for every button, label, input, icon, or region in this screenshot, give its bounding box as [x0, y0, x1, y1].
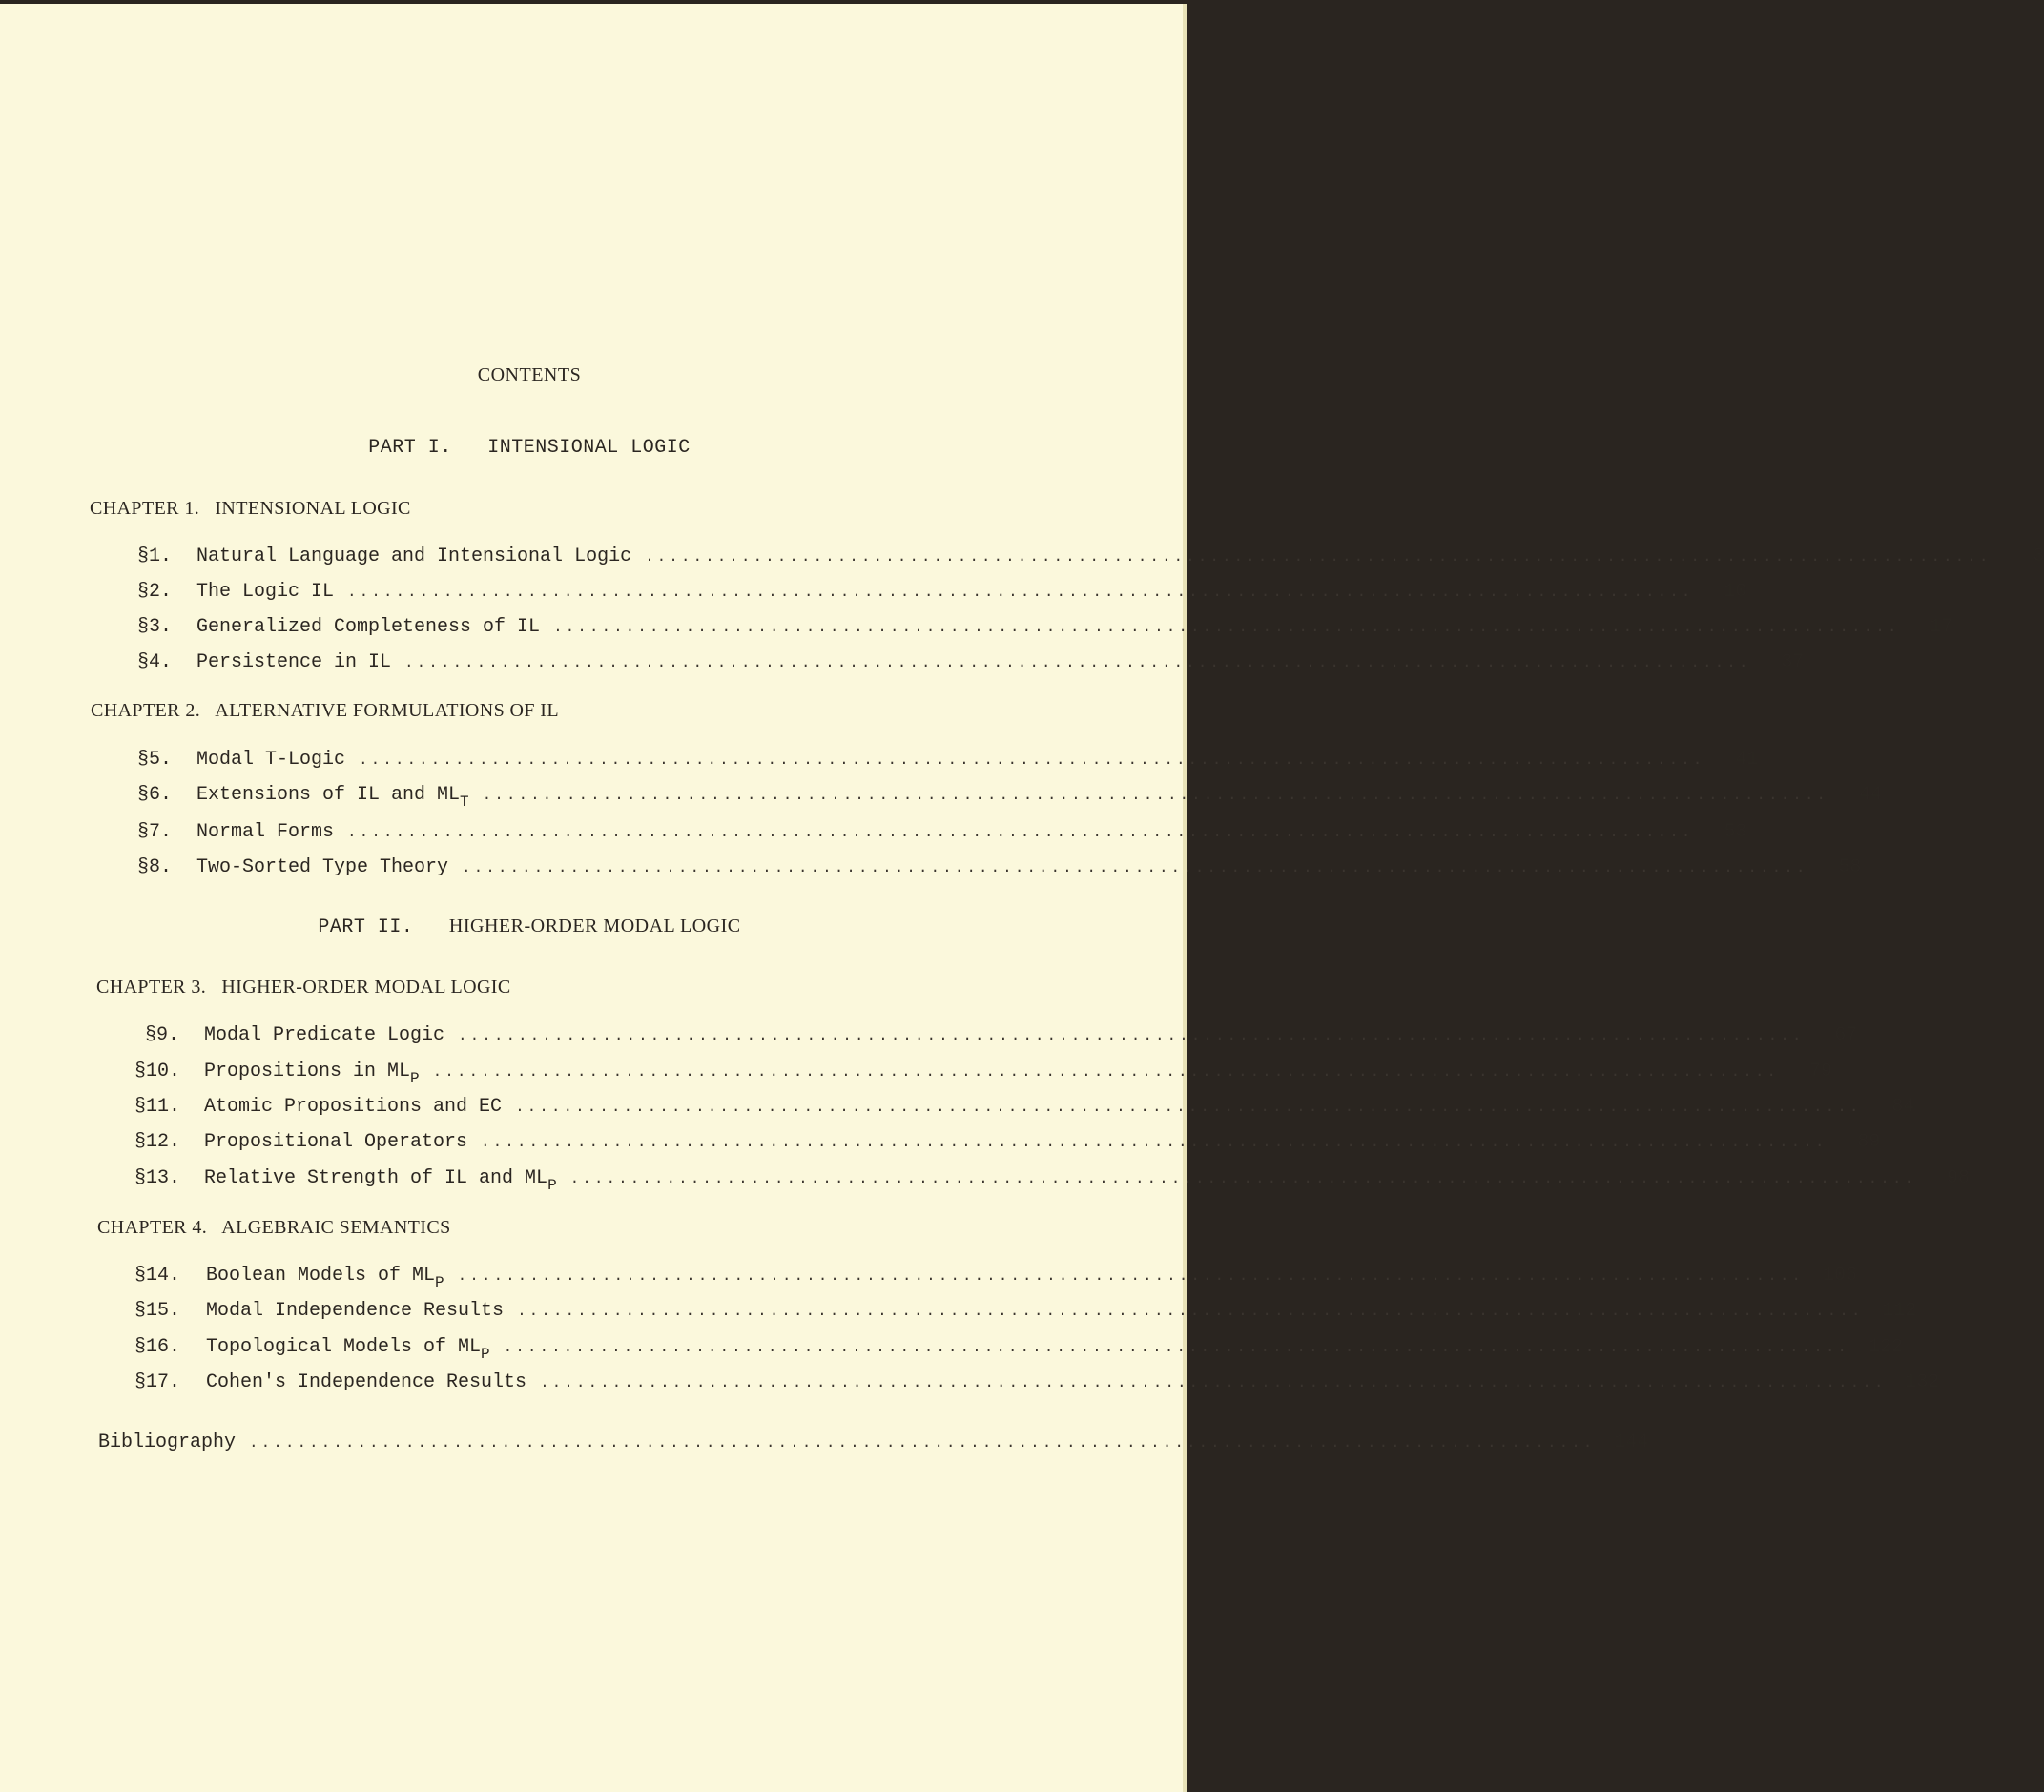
chapter-heading: [97, 1217, 451, 1239]
toc-entry-bibliography[interactable]: [98, 1432, 1649, 1460]
dot-leader: ................................................................................................................: [517, 1303, 1864, 1320]
toc-entry[interactable]: [134, 1300, 1917, 1329]
dot-leader: ................................................................................................................: [404, 654, 1751, 671]
page-number: 37: [1781, 651, 1805, 673]
page-number: 79: [1809, 1061, 1833, 1082]
page-number: 3: [2033, 546, 2044, 567]
section-number: §13.: [134, 1167, 181, 1189]
section-number: §12.: [134, 1131, 181, 1153]
chapter-title: HIGHER-ORDER MODAL LOGIC: [221, 977, 511, 998]
section-title: Extensions of IL and ML: [196, 784, 461, 806]
section-number: §16.: [134, 1336, 181, 1358]
toc-entry[interactable]: [134, 1061, 1833, 1089]
toc-entry[interactable]: [134, 1336, 1904, 1365]
toc-entry[interactable]: [134, 1265, 1858, 1293]
dot-leader: ................................................................................................................: [249, 1434, 1596, 1452]
section-number: §2.: [137, 581, 173, 603]
dot-leader: ................................................................................................................: [515, 1099, 1862, 1116]
section-title: Cohen's Independence Results: [206, 1371, 527, 1393]
chapter-title: INTENSIONAL LOGIC: [215, 498, 411, 519]
page-number: 53: [1724, 821, 1747, 843]
chapter-heading: [90, 498, 411, 520]
dot-leader: ................................................................................................................: [457, 1267, 1805, 1285]
section-title: Generalized Completeness of IL: [196, 616, 541, 638]
section-number: §11.: [134, 1096, 181, 1118]
dot-leader: ................................................................................................................: [347, 584, 1694, 601]
page-number: 122: [1869, 1336, 1904, 1358]
contents-page: [0, 4, 2044, 1792]
section-title: Propositional Operators: [204, 1131, 468, 1153]
section-title: Persistence in IL: [196, 651, 392, 673]
chapter-heading: [91, 700, 559, 722]
dot-leader: ................................................................................................................: [347, 824, 1694, 841]
part-label: PART I.: [368, 437, 452, 459]
page-number: 58: [1838, 856, 1862, 878]
page-number: 112: [1882, 1300, 1917, 1322]
page-number: 84: [1891, 1096, 1915, 1118]
page-number: 41: [1735, 749, 1759, 771]
dot-leader: ................................................................................................................: [432, 1063, 1780, 1081]
chapter-heading: [96, 977, 511, 999]
page-number: 89: [1857, 1131, 1881, 1153]
chapter-label: CHAPTER 4.: [97, 1217, 208, 1238]
section-title: Normal Forms: [196, 821, 335, 843]
section-number: §4.: [137, 651, 173, 673]
section-title: The Logic IL: [196, 581, 335, 603]
section-title: Natural Language and Intensional Logic: [196, 546, 632, 567]
dot-leader: ................................................................................................................: [645, 548, 1992, 566]
part-title: INTENSIONAL LOGIC: [487, 437, 691, 459]
toc-entry[interactable]: [137, 651, 1805, 680]
section-number: §9.: [145, 1024, 180, 1046]
dot-leader: ................................................................................................................: [540, 1374, 1887, 1391]
toc-entry[interactable]: [134, 1371, 1940, 1400]
page-number: 144: [1614, 1432, 1649, 1453]
part-label: PART II.: [318, 917, 414, 938]
section-number: §15.: [134, 1300, 181, 1322]
section-title: Modal T-Logic: [196, 749, 346, 771]
section-number: §17.: [134, 1371, 181, 1393]
toc-entry[interactable]: [137, 856, 1862, 885]
dot-leader: ................................................................................................................: [462, 859, 1808, 876]
section-title: Relative Strength of IL and ML: [204, 1167, 548, 1189]
page-number: 67: [1834, 1024, 1858, 1046]
toc-entry[interactable]: [134, 1096, 1915, 1124]
section-title: Modal Predicate Logic: [204, 1024, 445, 1046]
dot-leader: ................................................................................................................: [458, 1027, 1805, 1044]
toc-entry[interactable]: [134, 1167, 1971, 1196]
section-title: Propositions in ML: [204, 1061, 411, 1082]
page-number: 98: [1947, 1167, 1971, 1189]
section-number: §5.: [137, 749, 173, 771]
chapter-title: ALGEBRAIC SEMANTICS: [221, 1217, 451, 1238]
chapter-label: CHAPTER 2.: [91, 700, 201, 721]
section-number: §14.: [134, 1265, 181, 1287]
dot-leader: ................................................................................................................: [553, 619, 1900, 636]
section-number: §7.: [137, 821, 173, 843]
section-number: §3.: [137, 616, 173, 638]
section-number: §10.: [134, 1061, 181, 1082]
part-heading: [0, 916, 1059, 938]
part-title: HIGHER-ORDER MODAL LOGIC: [448, 916, 741, 937]
section-title: Two-Sorted Type Theory: [196, 856, 449, 878]
toc-entry[interactable]: [137, 546, 2044, 574]
page-number: 17: [1930, 616, 1953, 638]
section-subscript: P: [481, 1346, 490, 1363]
dot-leader: ................................................................................................................: [482, 787, 1829, 804]
bibliography-label: Bibliography: [98, 1432, 237, 1453]
page-number: 132: [1905, 1371, 1940, 1393]
chapter-label: CHAPTER 1.: [90, 498, 200, 519]
toc-entry[interactable]: [137, 749, 1759, 777]
toc-entry[interactable]: [137, 616, 1953, 645]
section-title: Boolean Models of ML: [206, 1265, 436, 1287]
section-number: §8.: [137, 856, 173, 878]
page-number: 10: [1724, 581, 1747, 603]
section-title: Atomic Propositions and EC: [204, 1096, 503, 1118]
dot-leader: ................................................................................................................: [503, 1339, 1850, 1356]
section-number: §6.: [137, 784, 173, 806]
chapter-title: ALTERNATIVE FORMULATIONS OF IL: [215, 700, 559, 721]
dot-leader: ................................................................................................................: [359, 752, 1705, 769]
section-subscript: T: [460, 793, 469, 811]
chapter-label: CHAPTER 3.: [96, 977, 207, 998]
toc-entry[interactable]: [145, 1024, 1858, 1053]
toc-entry[interactable]: [134, 1131, 1881, 1160]
toc-entry[interactable]: [137, 821, 1747, 850]
page-number: 106: [1823, 1265, 1858, 1287]
section-subscript: P: [435, 1274, 444, 1291]
dot-leader: ................................................................................................................: [569, 1170, 1917, 1187]
toc-entry[interactable]: [137, 784, 1883, 813]
toc-entry[interactable]: [137, 581, 1747, 609]
dot-leader: ................................................................................................................: [481, 1134, 1827, 1151]
page-title: CONTENTS: [477, 364, 582, 385]
section-subscript: P: [547, 1177, 557, 1194]
section-subscript: P: [410, 1070, 420, 1087]
section-title: Modal Independence Results: [206, 1300, 505, 1322]
page-number: 44: [1859, 784, 1883, 806]
section-number: §1.: [137, 546, 173, 567]
section-title: Topological Models of ML: [206, 1336, 482, 1358]
part-heading: [0, 437, 1059, 459]
